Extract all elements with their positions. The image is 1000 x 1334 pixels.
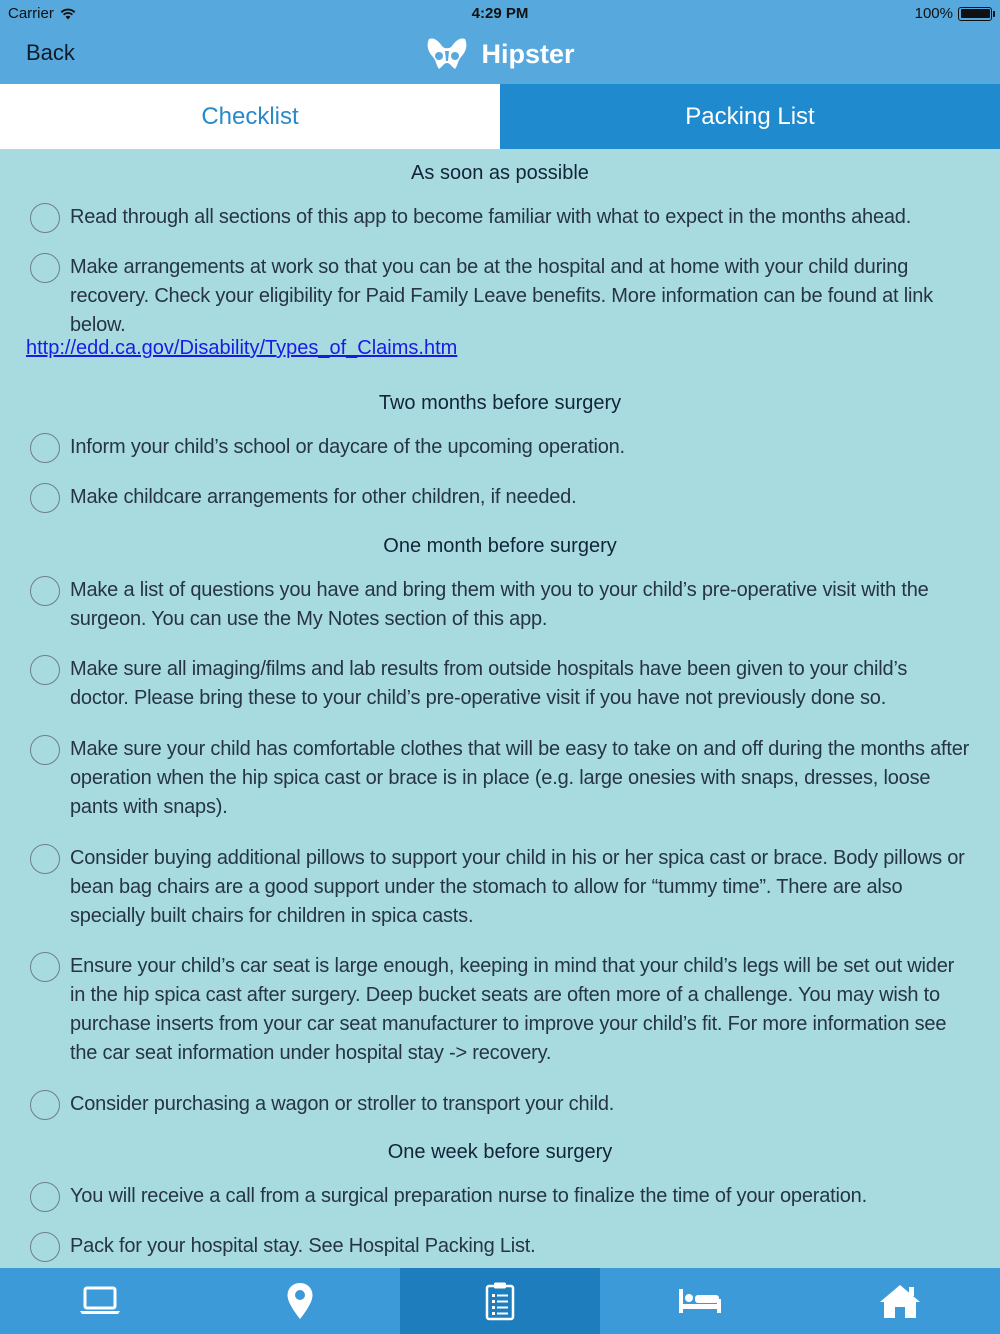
clock: 4:29 PM	[471, 5, 529, 22]
section-title-two-months: Two months before surgery	[378, 392, 622, 414]
item-checkbox[interactable]	[30, 1182, 60, 1212]
segment-tabs	[0, 84, 1000, 149]
nav-bar	[0, 28, 1000, 84]
item-text: Make sure all imaging/films and lab results from outside hospitals have been given to your child’s doctor. Please bring these to your child’s pre-operative visit if you have not previously done so.	[70, 658, 908, 709]
checklist-content[interactable]	[0, 149, 1000, 1268]
bottom-tab-hospital-stay[interactable]	[600, 1268, 800, 1334]
checklist-item	[30, 1232, 970, 1262]
item-checkbox[interactable]	[30, 1232, 60, 1262]
item-text: Make a list of questions you have and bring them with you to your child’s pre-operative visit with the surgeon. You can use the My Notes section of this app.	[70, 579, 929, 630]
section-title-asap: As soon as possible	[411, 162, 589, 184]
navigation-header	[0, 0, 1000, 84]
clipboard-checklist-icon	[485, 1281, 515, 1321]
item-text: You will receive a call from a surgical preparation nurse to finalize the time of your operation.	[70, 1185, 867, 1207]
checklist-item	[30, 1182, 970, 1212]
checklist-item	[30, 203, 970, 233]
bottom-tab-bar	[0, 1268, 1000, 1334]
status-bar	[0, 0, 1000, 28]
bottom-tab-overview[interactable]	[0, 1268, 200, 1334]
item-checkbox[interactable]	[30, 952, 60, 982]
checklist-item	[30, 735, 970, 822]
item-text: Consider purchasing a wagon or stroller to transport your child.	[70, 1093, 615, 1115]
battery-icon	[958, 7, 992, 21]
item-text: Make arrangements at work so that you can be at the hospital and at home with your child during recovery. Check your eligibility for Paid Family Leave benefits. More information can be found at link below.	[70, 256, 933, 336]
app-brand	[0, 36, 1000, 72]
item-checkbox[interactable]	[30, 203, 60, 233]
back-button[interactable]: Back	[26, 40, 75, 65]
item-checkbox[interactable]	[30, 576, 60, 606]
item-text: Make childcare arrangements for other children, if needed.	[70, 486, 577, 508]
item-text: Inform your child’s school or daycare of the upcoming operation.	[70, 436, 625, 458]
checklist-item	[30, 253, 970, 340]
bottom-tab-location[interactable]	[200, 1268, 400, 1334]
edd-link[interactable]: http://edd.ca.gov/Disability/Types_of_Claims.htm	[26, 337, 458, 359]
checklist-item	[30, 844, 970, 931]
section-title-one-month: One month before surgery	[383, 535, 617, 557]
item-checkbox[interactable]	[30, 433, 60, 463]
item-checkbox[interactable]	[30, 483, 60, 513]
carrier-label: Carrier	[8, 5, 54, 22]
checklist-item	[30, 433, 970, 463]
item-checkbox[interactable]	[30, 1090, 60, 1120]
tab-checklist[interactable]: Checklist	[0, 84, 500, 149]
item-text: Ensure your child’s car seat is large enough, keeping in mind that your child’s legs will be set out wider in the hip spica cast after surgery. Deep bucket seats are often more of a challenge. You may wish to purchase inserts from your car seat manufacturer to improve your child’s fit. For more information see the car seat information under hospital stay -> recovery.	[70, 955, 955, 1064]
battery-percent: 100%	[914, 5, 953, 22]
checklist-item	[30, 655, 970, 713]
checklist-item	[30, 576, 970, 634]
laptop-icon	[78, 1286, 122, 1316]
pelvis-logo-icon	[425, 36, 469, 72]
bottom-tab-checklist[interactable]	[400, 1268, 600, 1334]
page-title: Hipster	[481, 38, 575, 69]
checklist-item	[30, 483, 970, 513]
checklist-item	[30, 952, 970, 1068]
location-pin-icon	[286, 1282, 314, 1320]
checklist-item	[30, 1090, 970, 1120]
tab-packing-list[interactable]: Packing List	[500, 84, 1000, 149]
item-checkbox[interactable]	[30, 655, 60, 685]
item-checkbox[interactable]	[30, 253, 60, 283]
bed-icon	[677, 1287, 723, 1315]
item-checkbox[interactable]	[30, 735, 60, 765]
home-icon	[878, 1283, 922, 1319]
item-text: Consider buying additional pillows to support your child in his or her spica cast or brace. Body pillows or bean bag chairs are a good support under the stomach to allow for “tummy time”. There are also specially built chairs for children in spica casts.	[70, 847, 965, 927]
item-text: Read through all sections of this app to become familiar with what to expect in the months ahead.	[70, 206, 912, 228]
item-text: Pack for your hospital stay. See Hospital Packing List.	[70, 1235, 536, 1257]
battery-info	[915, 5, 992, 22]
bottom-tab-home[interactable]	[800, 1268, 1000, 1334]
item-checkbox[interactable]	[30, 844, 60, 874]
item-text: Make sure your child has comfortable clothes that will be easy to take on and off during the months after operation when the hip spica cast or brace is in place (e.g. large onesies with snaps, dresses, loose pants with snaps).	[70, 738, 970, 818]
section-title-one-week: One week before surgery	[387, 1141, 613, 1163]
